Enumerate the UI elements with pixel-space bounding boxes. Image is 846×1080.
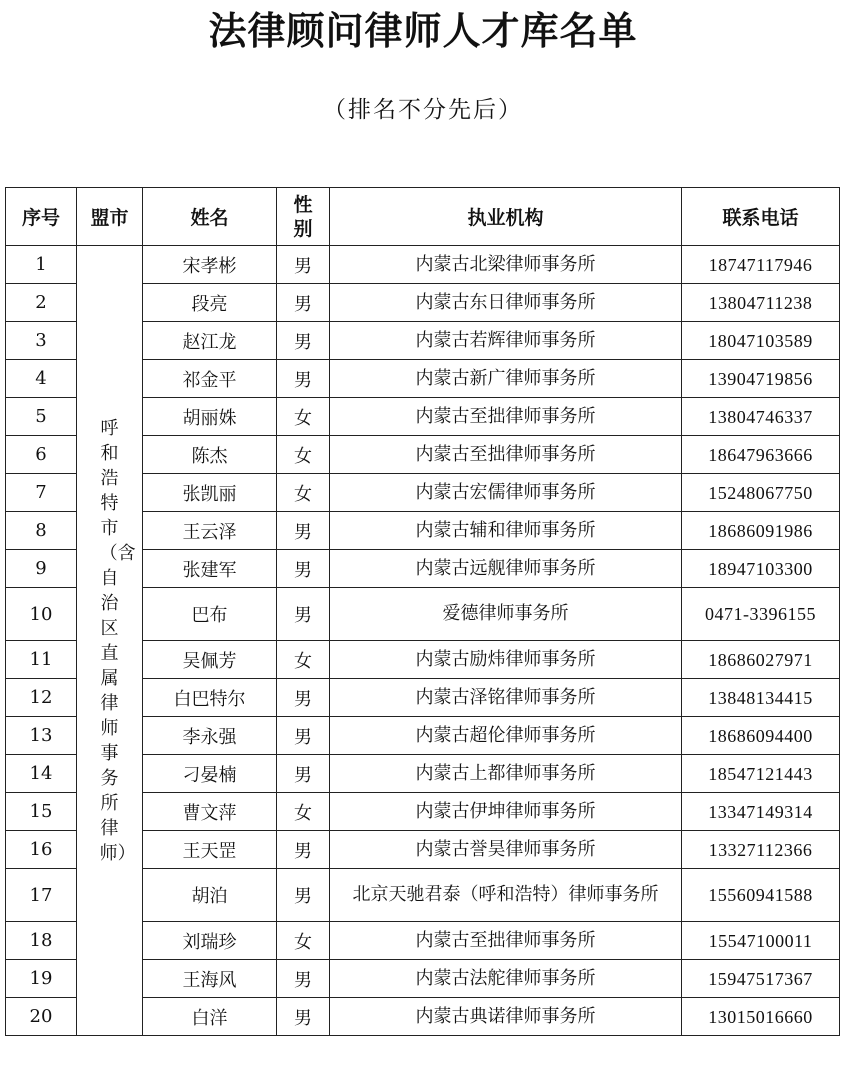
cell-firm: 内蒙古伊坤律师事务所 (330, 793, 682, 831)
cell-name: 胡丽姝 (143, 398, 277, 436)
cell-phone: 13327112366 (682, 831, 840, 869)
cell-name: 王海风 (143, 960, 277, 998)
cell-firm: 内蒙古法舵律师事务所 (330, 960, 682, 998)
cell-phone: 18647963666 (682, 436, 840, 474)
header-index: 序号 (6, 188, 77, 246)
cell-name: 刁晏楠 (143, 755, 277, 793)
cell-phone: 15248067750 (682, 474, 840, 512)
cell-name: 曹文萍 (143, 793, 277, 831)
cell-index: 5 (6, 398, 77, 436)
cell-index: 10 (6, 588, 77, 641)
cell-firm: 内蒙古新广律师事务所 (330, 360, 682, 398)
cell-index: 8 (6, 512, 77, 550)
cell-index: 1 (6, 246, 77, 284)
cell-firm: 内蒙古北梁律师事务所 (330, 246, 682, 284)
cell-index: 14 (6, 755, 77, 793)
cell-name: 陈杰 (143, 436, 277, 474)
cell-firm: 内蒙古至拙律师事务所 (330, 436, 682, 474)
cell-firm: 内蒙古若辉律师事务所 (330, 322, 682, 360)
cell-gender: 男 (277, 512, 330, 550)
cell-name: 王云泽 (143, 512, 277, 550)
header-city: 盟市 (77, 188, 143, 246)
cell-index: 2 (6, 284, 77, 322)
cell-firm: 内蒙古上都律师事务所 (330, 755, 682, 793)
cell-city-group (77, 246, 143, 1036)
cell-firm: 北京天驰君泰（呼和浩特）律师事务所 (330, 869, 682, 922)
cell-firm: 内蒙古超伦律师事务所 (330, 717, 682, 755)
cell-gender: 男 (277, 679, 330, 717)
cell-name: 宋孝彬 (143, 246, 277, 284)
cell-gender: 女 (277, 641, 330, 679)
cell-phone: 15947517367 (682, 960, 840, 998)
cell-gender: 男 (277, 588, 330, 641)
cell-index: 18 (6, 922, 77, 960)
cell-name: 巴布 (143, 588, 277, 641)
header-phone: 联系电话 (682, 188, 840, 246)
cell-phone: 18686027971 (682, 641, 840, 679)
cell-name: 白洋 (143, 998, 277, 1036)
cell-firm: 内蒙古誉昊律师事务所 (330, 831, 682, 869)
cell-index: 19 (6, 960, 77, 998)
table-body (6, 246, 840, 1036)
cell-index: 4 (6, 360, 77, 398)
cell-index: 7 (6, 474, 77, 512)
header-name: 姓名 (143, 188, 277, 246)
table-row (6, 246, 840, 284)
cell-phone: 18686091986 (682, 512, 840, 550)
cell-gender: 男 (277, 246, 330, 284)
cell-phone: 13347149314 (682, 793, 840, 831)
cell-index: 3 (6, 322, 77, 360)
cell-name: 王天罡 (143, 831, 277, 869)
cell-phone: 0471-3396155 (682, 588, 840, 641)
cell-firm: 内蒙古东日律师事务所 (330, 284, 682, 322)
cell-index: 12 (6, 679, 77, 717)
lawyer-roster-table (5, 187, 840, 1036)
cell-gender: 男 (277, 998, 330, 1036)
cell-phone: 15547100011 (682, 922, 840, 960)
cell-gender: 男 (277, 322, 330, 360)
cell-firm: 内蒙古至拙律师事务所 (330, 398, 682, 436)
cell-name: 刘瑞珍 (143, 922, 277, 960)
table-header-row (6, 188, 840, 246)
cell-name: 李永强 (143, 717, 277, 755)
cell-firm: 内蒙古励炜律师事务所 (330, 641, 682, 679)
cell-firm: 内蒙古远舰律师事务所 (330, 550, 682, 588)
header-gender (277, 188, 330, 246)
cell-name: 赵江龙 (143, 322, 277, 360)
cell-index: 20 (6, 998, 77, 1036)
header-gender-label: 性别 (293, 193, 313, 240)
cell-phone: 18947103300 (682, 550, 840, 588)
cell-phone: 15560941588 (682, 869, 840, 922)
cell-gender: 女 (277, 922, 330, 960)
cell-name: 段亮 (143, 284, 277, 322)
header-firm: 执业机构 (330, 188, 682, 246)
cell-firm: 内蒙古泽铭律师事务所 (330, 679, 682, 717)
cell-phone: 13804746337 (682, 398, 840, 436)
cell-index: 16 (6, 831, 77, 869)
cell-index: 13 (6, 717, 77, 755)
cell-phone: 18047103589 (682, 322, 840, 360)
cell-gender: 男 (277, 550, 330, 588)
cell-phone: 13904719856 (682, 360, 840, 398)
cell-name: 白巴特尔 (143, 679, 277, 717)
cell-gender: 男 (277, 717, 330, 755)
cell-firm: 内蒙古典诺律师事务所 (330, 998, 682, 1036)
cell-gender: 男 (277, 284, 330, 322)
cell-firm: 内蒙古宏儒律师事务所 (330, 474, 682, 512)
cell-index: 17 (6, 869, 77, 922)
cell-phone: 13015016660 (682, 998, 840, 1036)
cell-phone: 13804711238 (682, 284, 840, 322)
cell-gender: 男 (277, 360, 330, 398)
cell-firm: 内蒙古至拙律师事务所 (330, 922, 682, 960)
cell-gender: 男 (277, 869, 330, 922)
cell-gender: 男 (277, 960, 330, 998)
cell-index: 15 (6, 793, 77, 831)
cell-index: 9 (6, 550, 77, 588)
document-subtitle: （排名不分先后） (323, 97, 523, 123)
cell-firm: 内蒙古辅和律师事务所 (330, 512, 682, 550)
cell-gender: 男 (277, 831, 330, 869)
cell-gender: 女 (277, 398, 330, 436)
cell-gender: 女 (277, 474, 330, 512)
city-group-label: 呼和浩特市（含自治区直属律师事务所律师） (99, 417, 136, 864)
cell-name: 胡泊 (143, 869, 277, 922)
cell-gender: 女 (277, 793, 330, 831)
cell-firm: 爱德律师事务所 (330, 588, 682, 641)
cell-phone: 13848134415 (682, 679, 840, 717)
cell-gender: 男 (277, 755, 330, 793)
cell-name: 张凯丽 (143, 474, 277, 512)
cell-name: 张建军 (143, 550, 277, 588)
document-title: 法律顾问律师人才库名单 (208, 9, 638, 53)
cell-phone: 18686094400 (682, 717, 840, 755)
cell-phone: 18747117946 (682, 246, 840, 284)
cell-gender: 女 (277, 436, 330, 474)
cell-name: 吴佩芳 (143, 641, 277, 679)
cell-phone: 18547121443 (682, 755, 840, 793)
cell-index: 6 (6, 436, 77, 474)
cell-name: 祁金平 (143, 360, 277, 398)
cell-index: 11 (6, 641, 77, 679)
